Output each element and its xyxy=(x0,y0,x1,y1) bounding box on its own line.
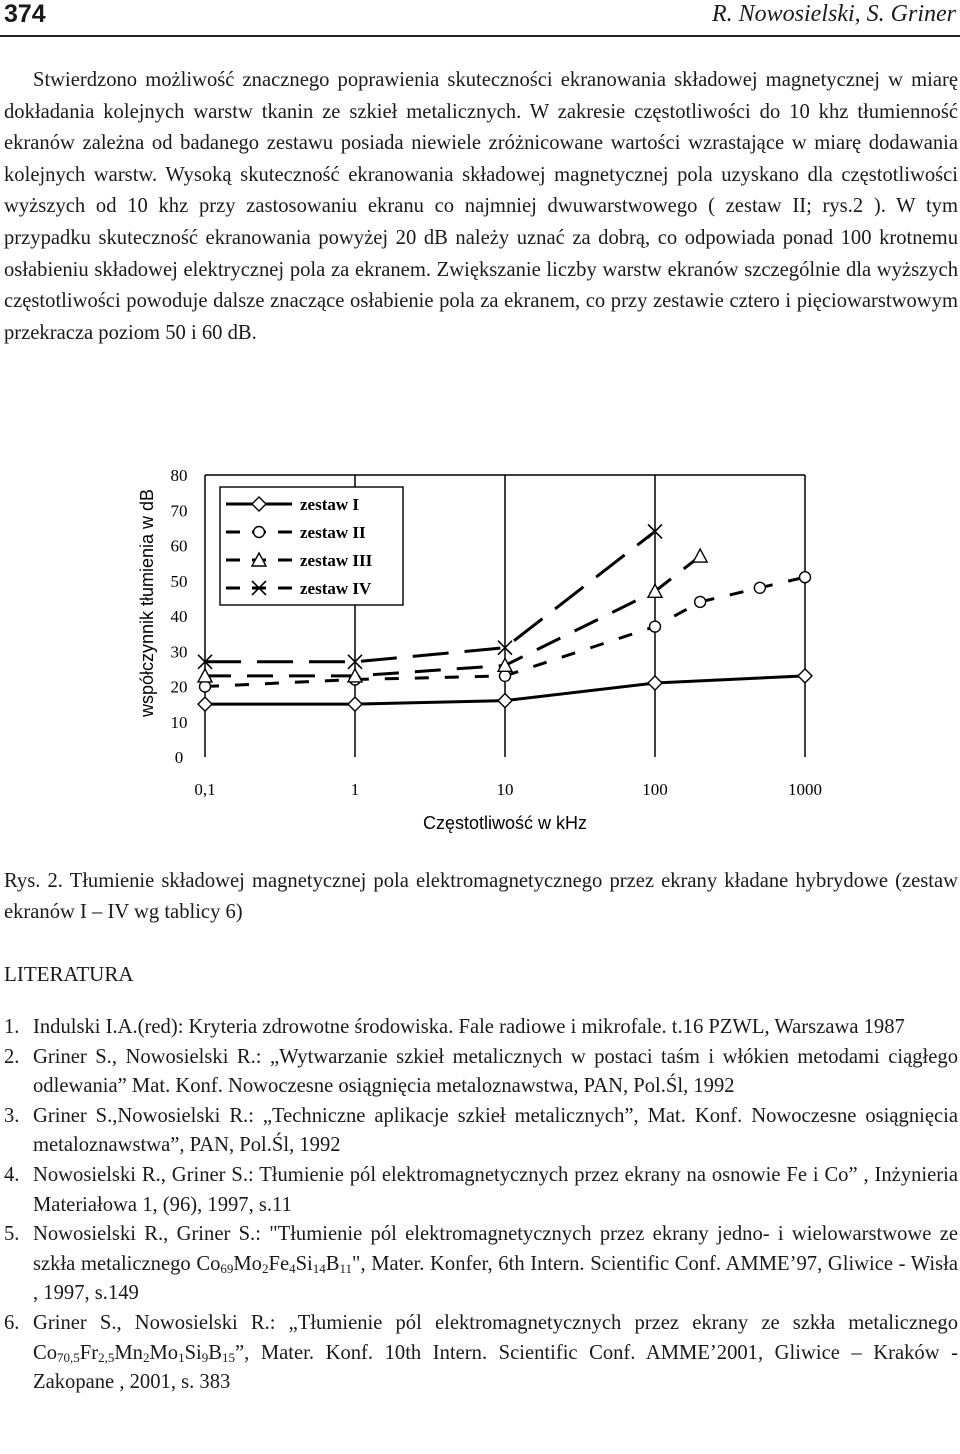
circle-marker xyxy=(695,596,706,607)
subscript: 2 xyxy=(261,1260,269,1276)
y-tick-label: 70 xyxy=(170,501,188,521)
reference-number: 5. xyxy=(4,1223,20,1246)
running-head-authors: R. Nowosielski, S. Griner xyxy=(712,1,956,27)
page-header xyxy=(0,0,960,34)
reference-item xyxy=(4,1102,958,1161)
y-tick-label: 80 xyxy=(170,466,188,485)
chart-legend xyxy=(220,487,403,605)
y-tick-label: 0 xyxy=(174,748,184,767)
body-paragraph-text: Stwierdzono możliwość znacznego poprawienia skuteczności ekranowania składowej magnetycznej w miarę dokładania kolejnych warstw tkanin ze szkieł metalicznych. W zakresie częstotliwości do 10 khz tłumienność ekranów zależna od badanego zestawu posiada niewiele zróżnicowane wartości wzrastające w miarę dodawania kolejnych warstw. Wysoką skuteczność ekranowania składowej magnetycznej pola uzyskano dla częstotliwości wyższych od 10 khz przy zastosowaniu ekranu co najmniej dwuwarstwowego ( zestaw II; rys.2 ). W tym przypadku skuteczność ekranowania powyżej 20 dB należy uznać za dobrą, co odpowiada ponad 100 krotnemu osłabieniu składowej elektrycznej pola za ekranem. Zwiększanie liczby warstw ekranów szczególnie dla wyższych częstotliwości powoduje dalsze znaczące osłabienie pola za ekranem, co przy zestawie cztero i pięciowarstwowym przekracza poziom 50 i 60 dB. xyxy=(4,69,958,344)
reference-text: Fe xyxy=(268,1252,290,1275)
x-axis-label: Częstotliwość w kHz xyxy=(422,813,588,833)
reference-text: Si xyxy=(295,1252,313,1275)
circle-marker xyxy=(254,527,265,538)
circle-marker xyxy=(754,582,765,593)
reference-text: Si xyxy=(184,1341,202,1364)
reference-text: Fr xyxy=(79,1341,99,1364)
diamond-marker xyxy=(198,697,212,711)
reference-text: B xyxy=(325,1252,340,1275)
reference-text: Nowosielski R., Griner S.: "Tłumienie pól elektromagnetycznych przez ekrany jedno- i wielowarstwowe ze szkła metalicznego Co xyxy=(33,1223,958,1275)
attenuation-chart xyxy=(0,440,960,860)
y-tick-label: 40 xyxy=(170,607,188,626)
subscript: 1 xyxy=(178,1349,185,1365)
subscript: 2 xyxy=(142,1349,150,1365)
diamond-marker xyxy=(348,697,362,711)
x-tick-label: 100 xyxy=(642,780,668,799)
x-tick-label: 1 xyxy=(350,780,360,799)
legend-label: zestaw I xyxy=(300,495,360,514)
reference-text: Mn xyxy=(114,1341,143,1364)
reference-number: 1. xyxy=(4,1016,20,1038)
subscript: 14 xyxy=(312,1260,326,1276)
reference-text: Mo xyxy=(149,1341,179,1364)
reference-item xyxy=(4,1043,958,1102)
subscript: 15 xyxy=(222,1349,236,1365)
circle-marker xyxy=(650,621,661,632)
diamond-marker xyxy=(798,669,812,683)
y-tick-label: 20 xyxy=(170,677,188,697)
circle-marker xyxy=(200,681,211,692)
subscript: 9 xyxy=(201,1349,209,1365)
y-axis-label: współczynnik tłumienia w dB xyxy=(137,488,157,718)
legend-label: zestaw II xyxy=(300,523,366,542)
diamond-marker xyxy=(648,676,662,690)
reference-number: 4. xyxy=(4,1163,20,1186)
x-tick-label: 0,1 xyxy=(194,780,216,799)
reference-item xyxy=(4,1309,958,1398)
page-number: 374 xyxy=(4,0,46,28)
reference-number: 2. xyxy=(4,1045,20,1068)
reference-item xyxy=(4,1161,958,1220)
subscript: 2,5 xyxy=(98,1349,115,1365)
reference-text: Indulski I.A.(red): Kryteria zdrowotne środowiska. Fale radiowe i mikrofale. t.16 PZWL, Warszawa 1987 xyxy=(33,1016,905,1038)
reference-number: 3. xyxy=(4,1104,20,1127)
circle-marker xyxy=(500,670,511,681)
reference-text: ", Mater. Konfer, 6th Intern. Scientific Conf. AMME’97, Gliwice - Wisła , 1997, s.149 xyxy=(33,1252,958,1305)
reference-text: Nowosielski R., Griner S.: Tłumienie pól elektromagnetycznych przez ekrany na osnowie Fe i Co” , Inżynieria Materiałowa 1, (96), 1997, s.11 xyxy=(33,1163,958,1216)
reference-text: Griner S., Nowosielski R.: „Tłumienie pól elektromagnetycznych przez ekrany ze szkła metalicznego Co xyxy=(33,1311,958,1364)
reference-number: 6. xyxy=(4,1311,20,1334)
y-tick-label: 50 xyxy=(170,571,188,591)
y-tick-label: 10 xyxy=(170,712,188,732)
reference-text: Griner S., Nowosielski R.: „Wytwarzanie szkieł metalicznych w postaci taśm i włókien metodami ciągłego odlewania” Mat. Konf. Nowoczesne osiągnięcia metaloznawstwa, PAN, Pol.Śl, 1992 xyxy=(33,1045,958,1098)
figure-caption: Rys. 2. Tłumienie składowej magnetycznej pola elektromagnetycznego przez ekrany kładane hybrydowe (zestaw ekranów I – IV wg tablicy 6) xyxy=(4,870,958,923)
legend-label: zestaw IV xyxy=(300,579,372,598)
y-tick-label: 60 xyxy=(170,536,188,556)
subscript: 11 xyxy=(339,1260,353,1276)
reference-text: ”, Mater. Konf. 10th Intern. Scientific Conf. AMME’2001, Gliwice – Kraków - Zakopane , 2001, s. 383 xyxy=(33,1341,958,1394)
body-paragraph xyxy=(4,65,958,349)
circle-marker xyxy=(800,572,811,583)
x-tick-label: 10 xyxy=(496,780,514,799)
legend-label: zestaw III xyxy=(300,551,373,570)
y-tick-label: 30 xyxy=(170,642,188,662)
reference-list xyxy=(4,1013,958,1398)
reference-text: B xyxy=(208,1341,223,1364)
diamond-marker xyxy=(498,694,512,708)
reference-text: Griner S.,Nowosielski R.: „Techniczne aplikacje szkieł metalicznych”, Mat. Konf. Nowoczesne osiągnięcia metaloznawstwa”, PAN, Pol.Śl, 1992 xyxy=(33,1104,958,1157)
literature-heading: LITERATURA xyxy=(4,962,134,986)
reference-item xyxy=(4,1220,958,1309)
reference-item xyxy=(4,1013,958,1043)
x-tick-label: 1000 xyxy=(788,780,822,799)
reference-text: Mo xyxy=(233,1252,262,1275)
header-rule xyxy=(0,35,960,37)
subscript: 70,5 xyxy=(57,1349,80,1365)
subscript: 69 xyxy=(220,1260,234,1276)
subscript: 4 xyxy=(289,1260,296,1276)
triangle-marker xyxy=(693,549,707,562)
